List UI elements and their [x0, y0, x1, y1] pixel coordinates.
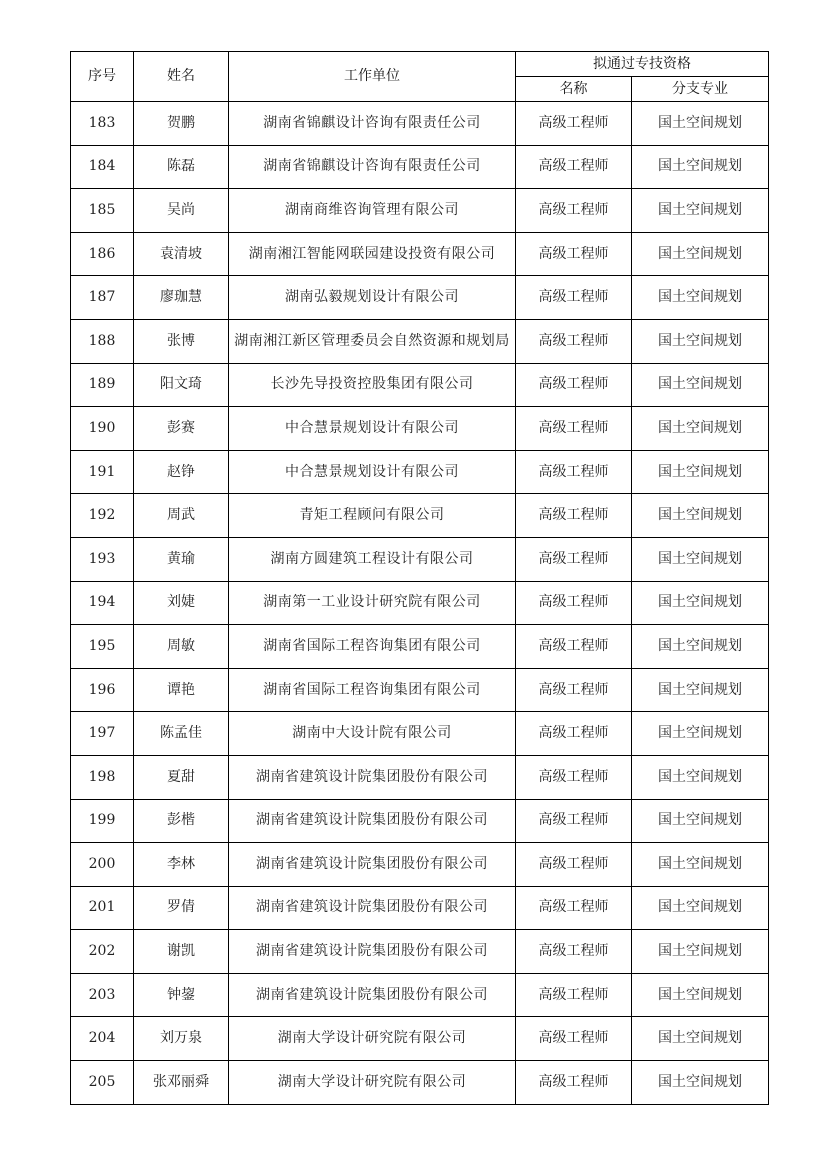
cell-title: 高级工程师	[516, 319, 632, 363]
cell-name: 贺鹏	[134, 102, 229, 146]
cell-name: 谢凯	[134, 930, 229, 974]
cell-seq: 192	[71, 494, 134, 538]
cell-name: 张博	[134, 319, 229, 363]
cell-specialty: 国土空间规划	[632, 973, 769, 1017]
cell-name: 陈磊	[134, 145, 229, 189]
header-specialty: 分支专业	[632, 77, 769, 102]
cell-specialty: 国土空间规划	[632, 537, 769, 581]
table-row	[71, 363, 769, 407]
table-row	[71, 625, 769, 669]
cell-seq: 198	[71, 755, 134, 799]
cell-title: 高级工程师	[516, 189, 632, 233]
table-row	[71, 145, 769, 189]
cell-title: 高级工程师	[516, 625, 632, 669]
cell-seq: 205	[71, 1061, 134, 1105]
cell-seq: 201	[71, 886, 134, 930]
cell-name: 周敏	[134, 625, 229, 669]
cell-unit: 中合慧景规划设计有限公司	[229, 450, 516, 494]
cell-title: 高级工程师	[516, 363, 632, 407]
cell-seq: 199	[71, 799, 134, 843]
cell-seq: 185	[71, 189, 134, 233]
cell-specialty: 国土空间规划	[632, 843, 769, 887]
header-unit: 工作单位	[229, 52, 516, 102]
cell-title: 高级工程师	[516, 886, 632, 930]
cell-title: 高级工程师	[516, 712, 632, 756]
cell-name: 李林	[134, 843, 229, 887]
cell-name: 夏甜	[134, 755, 229, 799]
cell-name: 黄瑜	[134, 537, 229, 581]
cell-specialty: 国土空间规划	[632, 232, 769, 276]
cell-title: 高级工程师	[516, 276, 632, 320]
cell-specialty: 国土空间规划	[632, 668, 769, 712]
cell-title: 高级工程师	[516, 930, 632, 974]
table-body	[71, 102, 769, 1105]
qualification-table	[70, 51, 769, 1105]
cell-specialty: 国土空间规划	[632, 276, 769, 320]
cell-unit: 湖南省建筑设计院集团股份有限公司	[229, 886, 516, 930]
header-seq: 序号	[71, 52, 134, 102]
cell-unit: 湖南湘江新区管理委员会自然资源和规划局	[229, 319, 516, 363]
cell-name: 彭楷	[134, 799, 229, 843]
cell-specialty: 国土空间规划	[632, 712, 769, 756]
cell-unit: 中合慧景规划设计有限公司	[229, 407, 516, 451]
cell-unit: 湖南省建筑设计院集团股份有限公司	[229, 755, 516, 799]
cell-seq: 203	[71, 973, 134, 1017]
cell-unit: 湖南第一工业设计研究院有限公司	[229, 581, 516, 625]
cell-unit: 湖南弘毅规划设计有限公司	[229, 276, 516, 320]
cell-seq: 194	[71, 581, 134, 625]
cell-name: 刘婕	[134, 581, 229, 625]
cell-seq: 204	[71, 1017, 134, 1061]
cell-name: 赵铮	[134, 450, 229, 494]
table-row	[71, 930, 769, 974]
cell-title: 高级工程师	[516, 755, 632, 799]
cell-specialty: 国土空间规划	[632, 363, 769, 407]
table-row	[71, 755, 769, 799]
table-row	[71, 581, 769, 625]
table-row	[71, 189, 769, 233]
header-name: 姓名	[134, 52, 229, 102]
table-row	[71, 668, 769, 712]
cell-name: 刘万泉	[134, 1017, 229, 1061]
cell-title: 高级工程师	[516, 1061, 632, 1105]
cell-seq: 190	[71, 407, 134, 451]
table-row	[71, 886, 769, 930]
cell-name: 罗倩	[134, 886, 229, 930]
cell-specialty: 国土空间规划	[632, 625, 769, 669]
cell-seq: 184	[71, 145, 134, 189]
cell-specialty: 国土空间规划	[632, 494, 769, 538]
cell-seq: 191	[71, 450, 134, 494]
header-qualification: 拟通过专技资格	[516, 52, 769, 77]
cell-specialty: 国土空间规划	[632, 319, 769, 363]
cell-seq: 195	[71, 625, 134, 669]
cell-unit: 湖南省国际工程咨询集团有限公司	[229, 668, 516, 712]
cell-seq: 197	[71, 712, 134, 756]
table-row	[71, 973, 769, 1017]
table-row	[71, 102, 769, 146]
cell-name: 彭赛	[134, 407, 229, 451]
cell-seq: 189	[71, 363, 134, 407]
table-row	[71, 494, 769, 538]
cell-name: 陈孟佳	[134, 712, 229, 756]
cell-specialty: 国土空间规划	[632, 450, 769, 494]
cell-specialty: 国土空间规划	[632, 886, 769, 930]
cell-title: 高级工程师	[516, 450, 632, 494]
cell-unit: 湖南方圆建筑工程设计有限公司	[229, 537, 516, 581]
cell-title: 高级工程师	[516, 407, 632, 451]
cell-specialty: 国土空间规划	[632, 755, 769, 799]
cell-unit: 湖南省建筑设计院集团股份有限公司	[229, 843, 516, 887]
cell-specialty: 国土空间规划	[632, 930, 769, 974]
cell-unit: 湖南省锦麒设计咨询有限责任公司	[229, 102, 516, 146]
cell-specialty: 国土空间规划	[632, 799, 769, 843]
table-row	[71, 450, 769, 494]
cell-unit: 湖南商维咨询管理有限公司	[229, 189, 516, 233]
cell-unit: 湖南省国际工程咨询集团有限公司	[229, 625, 516, 669]
cell-specialty: 国土空间规划	[632, 145, 769, 189]
cell-name: 阳文琦	[134, 363, 229, 407]
cell-title: 高级工程师	[516, 494, 632, 538]
cell-name: 钟鋆	[134, 973, 229, 1017]
cell-seq: 187	[71, 276, 134, 320]
cell-unit: 湖南湘江智能网联园建设投资有限公司	[229, 232, 516, 276]
table-row	[71, 319, 769, 363]
cell-seq: 202	[71, 930, 134, 974]
table-row	[71, 799, 769, 843]
cell-title: 高级工程师	[516, 581, 632, 625]
table-row	[71, 276, 769, 320]
cell-name: 袁清坡	[134, 232, 229, 276]
cell-title: 高级工程师	[516, 973, 632, 1017]
cell-seq: 196	[71, 668, 134, 712]
cell-name: 周武	[134, 494, 229, 538]
table-row	[71, 1061, 769, 1105]
cell-title: 高级工程师	[516, 668, 632, 712]
cell-unit: 湖南省建筑设计院集团股份有限公司	[229, 930, 516, 974]
cell-unit: 湖南中大设计院有限公司	[229, 712, 516, 756]
cell-specialty: 国土空间规划	[632, 407, 769, 451]
table-row	[71, 537, 769, 581]
cell-seq: 200	[71, 843, 134, 887]
cell-title: 高级工程师	[516, 145, 632, 189]
cell-name: 谭艳	[134, 668, 229, 712]
cell-specialty: 国土空间规划	[632, 1061, 769, 1105]
cell-unit: 长沙先导投资控股集团有限公司	[229, 363, 516, 407]
cell-unit: 湖南大学设计研究院有限公司	[229, 1061, 516, 1105]
cell-specialty: 国土空间规划	[632, 581, 769, 625]
table-row	[71, 712, 769, 756]
cell-specialty: 国土空间规划	[632, 102, 769, 146]
cell-unit: 青矩工程顾问有限公司	[229, 494, 516, 538]
cell-name: 廖珈慧	[134, 276, 229, 320]
cell-title: 高级工程师	[516, 843, 632, 887]
cell-specialty: 国土空间规划	[632, 189, 769, 233]
cell-name: 张邓丽舜	[134, 1061, 229, 1105]
cell-seq: 186	[71, 232, 134, 276]
table-row	[71, 407, 769, 451]
cell-unit: 湖南省建筑设计院集团股份有限公司	[229, 973, 516, 1017]
cell-title: 高级工程师	[516, 799, 632, 843]
cell-title: 高级工程师	[516, 1017, 632, 1061]
table-row	[71, 843, 769, 887]
cell-unit: 湖南省锦麒设计咨询有限责任公司	[229, 145, 516, 189]
table-row	[71, 1017, 769, 1061]
cell-seq: 183	[71, 102, 134, 146]
cell-title: 高级工程师	[516, 537, 632, 581]
cell-name: 吴尚	[134, 189, 229, 233]
cell-title: 高级工程师	[516, 232, 632, 276]
header-title: 名称	[516, 77, 632, 102]
cell-title: 高级工程师	[516, 102, 632, 146]
cell-unit: 湖南大学设计研究院有限公司	[229, 1017, 516, 1061]
cell-specialty: 国土空间规划	[632, 1017, 769, 1061]
cell-seq: 188	[71, 319, 134, 363]
table-row	[71, 232, 769, 276]
cell-unit: 湖南省建筑设计院集团股份有限公司	[229, 799, 516, 843]
cell-seq: 193	[71, 537, 134, 581]
